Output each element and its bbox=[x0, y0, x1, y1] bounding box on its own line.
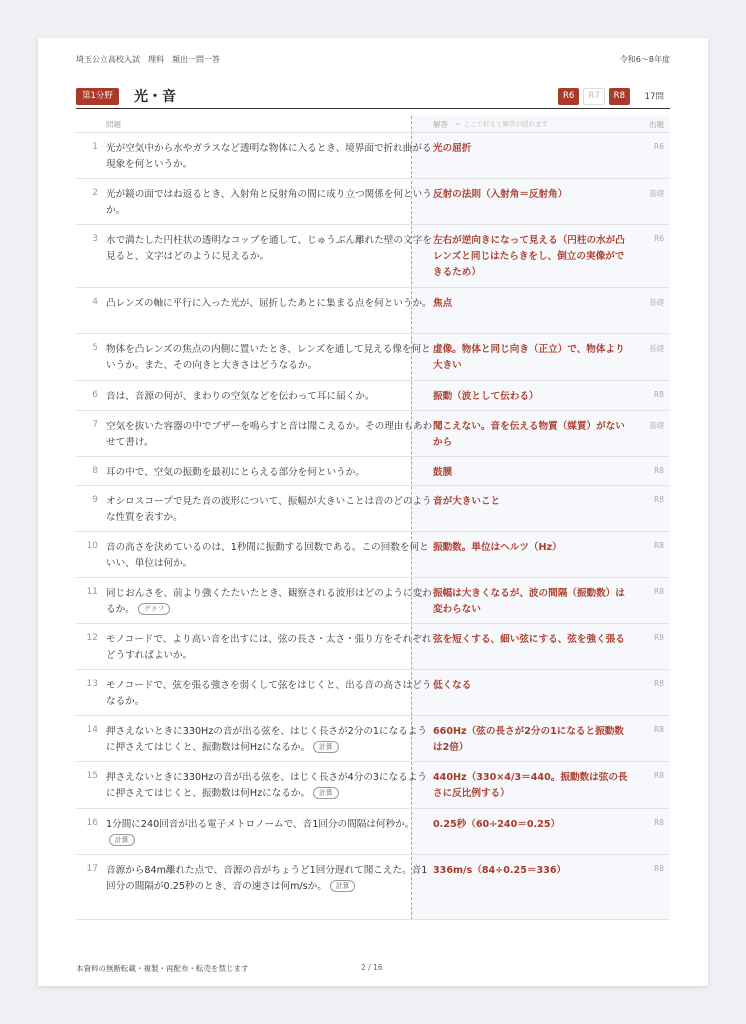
page-number: 2 / 16 bbox=[361, 963, 383, 972]
source-label: R8 bbox=[654, 587, 664, 596]
source-label: R8 bbox=[654, 466, 664, 475]
question-text: 押さえないときに330Hzの音が出る弦を、はじく長さが2分の1になるように押さえてはじくと、振動数は何Hzになるか。 bbox=[106, 726, 427, 753]
answer-text: 反射の法則（入射角＝反射角） bbox=[433, 189, 568, 200]
year-tags bbox=[558, 88, 630, 105]
question-text: 同じおんさを、前より強くたたいたとき、観察される波形はどのように変わるか。 bbox=[106, 588, 432, 615]
question-number: 10 bbox=[86, 541, 98, 551]
question-text: 空気を抜いた容器の中でブザーを鳴らすと音は聞こえるか。その理由もあわせて書け。 bbox=[106, 421, 433, 448]
question-count: 17問 bbox=[644, 92, 664, 102]
section-title: 光・音 bbox=[134, 89, 176, 105]
question-text: オシロスコープで見た音の波形について、振幅が大きいことは音のどのような性質を表すか。 bbox=[106, 496, 432, 523]
question-text-cell bbox=[106, 187, 434, 219]
source-label: 基礎 bbox=[649, 421, 664, 430]
answer-text: 弦を短くする、細い弦にする、弦を強く張る bbox=[433, 634, 625, 645]
question-number: 15 bbox=[86, 771, 98, 781]
question-number: 16 bbox=[86, 818, 98, 828]
answer-text: 光の屈折 bbox=[433, 143, 472, 154]
answer-text: 振動数。単位はヘルツ（Hz） bbox=[433, 542, 562, 553]
table-row bbox=[76, 333, 670, 381]
question-text-cell bbox=[106, 724, 434, 756]
source-label: R8 bbox=[654, 864, 664, 873]
question-text: 光が空気中から水やガラスなど透明な物体に入るとき、境界面で折れ曲がる現象を何というか。 bbox=[106, 143, 432, 170]
column-header-source: 出題 bbox=[649, 120, 664, 129]
question-text: 水で満たした円柱状の透明なコップを通して、じゅうぶん離れた壁の文字を見ると、文字はどのように見えるか。 bbox=[106, 235, 432, 262]
source-label: R8 bbox=[654, 679, 664, 688]
question-text-cell bbox=[106, 389, 434, 405]
answer-text: 336m/s（84÷0.25＝336） bbox=[433, 865, 567, 876]
table-row bbox=[76, 224, 670, 288]
table-row bbox=[76, 485, 670, 532]
table-row bbox=[76, 715, 670, 762]
question-text: 音の高さを決めているのは、1秒間に振動する回数である。この回数を何といい、単位は何か。 bbox=[106, 542, 429, 569]
question-text-cell bbox=[106, 419, 434, 451]
question-type-tag: グラフ bbox=[138, 603, 170, 615]
question-text-cell bbox=[106, 863, 434, 895]
section-header bbox=[76, 86, 670, 109]
source-label: 基礎 bbox=[649, 189, 664, 198]
source-label: 基礎 bbox=[649, 344, 664, 353]
question-number: 8 bbox=[92, 466, 98, 476]
question-type-tag: 計算 bbox=[313, 787, 339, 799]
table-row bbox=[76, 854, 670, 920]
source-label: 基礎 bbox=[649, 298, 664, 307]
question-type-tag: 計算 bbox=[109, 834, 135, 846]
source-label: R8 bbox=[654, 390, 664, 399]
question-text: 音は、音源の何が、まわりの空気などを伝わって耳に届くか。 bbox=[106, 391, 375, 402]
table-row bbox=[76, 761, 670, 809]
question-number: 7 bbox=[92, 420, 98, 430]
question-number: 17 bbox=[86, 864, 98, 874]
answer-text: 440Hz（330×4/3＝440。振動数は弦の長さに反比例する） bbox=[433, 772, 628, 799]
question-text-cell bbox=[106, 342, 434, 374]
answer-text: 左右が逆向きになって見える（円柱の水が凸レンズと同じはたらきをし、倒立の実像ができるため） bbox=[433, 235, 625, 278]
table-row bbox=[76, 623, 670, 670]
year-tag-r6: R6 bbox=[558, 88, 579, 105]
answer-text: 0.25秒（60÷240＝0.25） bbox=[433, 819, 561, 830]
answer-text: 振幅は大きくなるが、波の間隔（振動数）は変わらない bbox=[433, 588, 625, 615]
source-label: R8 bbox=[654, 725, 664, 734]
question-type-tag: 計算 bbox=[313, 741, 339, 753]
year-tag-r7: R7 bbox=[583, 88, 604, 105]
question-text-cell bbox=[106, 233, 434, 265]
table-row bbox=[76, 577, 670, 624]
question-number: 3 bbox=[92, 234, 98, 244]
question-text: 物体を凸レンズの焦点の内側に置いたとき、レンズを通して見える像を何というか。また、その向きと大きさはどうなるか。 bbox=[106, 344, 431, 371]
answer-text: 聞こえない。音を伝える物質（媒質）がないから bbox=[433, 421, 625, 448]
table-row bbox=[76, 410, 670, 457]
table-row bbox=[76, 531, 670, 578]
document-header-years: 令和6～8年度 bbox=[619, 55, 670, 64]
answer-text: 660Hz（弦の長さが2分の1になると振動数は2倍） bbox=[433, 726, 624, 753]
fold-hint: ← ここで折ると解答が隠れます bbox=[456, 120, 549, 128]
question-number: 14 bbox=[86, 725, 98, 735]
question-number: 1 bbox=[92, 142, 98, 152]
section-badge: 第1分野 bbox=[76, 88, 119, 105]
question-text-cell bbox=[106, 678, 434, 710]
question-text-cell bbox=[106, 465, 434, 481]
document-header-title: 埼玉公立高校入試 理科 頻出一問一答 bbox=[76, 55, 220, 64]
answer-text: 低くなる bbox=[433, 680, 472, 691]
table-row bbox=[76, 178, 670, 225]
answer-text: 音が大きいこと bbox=[433, 496, 501, 507]
source-label: R8 bbox=[654, 495, 664, 504]
table-row bbox=[76, 456, 670, 486]
question-number: 5 bbox=[92, 343, 98, 353]
question-number: 13 bbox=[86, 679, 98, 689]
table-row bbox=[76, 132, 670, 179]
table-row bbox=[76, 669, 670, 716]
question-text: 凸レンズの軸に平行に入った光が、屈折したあとに集まる点を何というか。 bbox=[106, 298, 432, 309]
year-tag-r8: R8 bbox=[609, 88, 630, 105]
question-text-cell bbox=[106, 296, 434, 312]
copyright-notice: 本資料の無断転載・複製・再配布・転売を禁じます bbox=[76, 964, 249, 973]
table-bottom-border bbox=[76, 919, 670, 920]
table-row bbox=[76, 287, 670, 334]
question-text-cell bbox=[106, 540, 434, 572]
source-label: R8 bbox=[654, 541, 664, 550]
table-header bbox=[76, 116, 670, 130]
column-header-question: 問題 bbox=[106, 120, 121, 129]
source-label: R8 bbox=[654, 818, 664, 827]
source-label: R8 bbox=[654, 771, 664, 780]
question-number: 11 bbox=[86, 587, 98, 597]
question-text-cell bbox=[106, 770, 434, 802]
answer-text: 虚像。物体と同じ向き（正立）で、物体より大きい bbox=[433, 344, 625, 371]
source-label: R6 bbox=[654, 234, 664, 243]
answer-text: 振動（波として伝わる） bbox=[433, 391, 539, 402]
question-text: モノコードで、より高い音を出すには、弦の長さ・太さ・張り方をそれぞれどうすればよいか。 bbox=[106, 634, 432, 661]
answer-text: 鼓膜 bbox=[433, 467, 453, 478]
question-text-cell bbox=[106, 817, 434, 849]
source-label: R8 bbox=[654, 633, 664, 642]
question-text: 音源から84m離れた点で、音源の音がちょうど1回分遅れて聞こえた。音1回分の間隔が0.25秒のとき、音の速さは何m/sか。 bbox=[106, 865, 428, 892]
answer-text: 焦点 bbox=[433, 298, 453, 309]
table-row bbox=[76, 808, 670, 855]
question-number: 6 bbox=[92, 390, 98, 400]
question-text: 耳の中で、空気の振動を最初にとらえる部分を何というか。 bbox=[106, 467, 365, 478]
question-text-cell bbox=[106, 632, 434, 664]
question-number: 9 bbox=[92, 495, 98, 505]
question-text-cell bbox=[106, 141, 434, 173]
question-number: 4 bbox=[92, 297, 98, 307]
source-label: R6 bbox=[654, 142, 664, 151]
question-number: 2 bbox=[92, 188, 98, 198]
question-number: 12 bbox=[86, 633, 98, 643]
column-header-answer: 解答 bbox=[433, 120, 448, 129]
question-text: 押さえないときに330Hzの音が出る弦を、はじく長さが4分の3になるように押さえてはじくと、振動数は何Hzになるか。 bbox=[106, 772, 427, 799]
question-text-cell bbox=[106, 586, 434, 618]
question-text: モノコードで、弦を張る強さを弱くして弦をはじくと、出る音の高さはどうなるか。 bbox=[106, 680, 432, 707]
question-text-cell bbox=[106, 494, 434, 526]
question-text: 1分間に240回音が出る電子メトロノームで、音1回分の間隔は何秒か。 bbox=[106, 819, 415, 830]
question-type-tag: 計算 bbox=[330, 880, 356, 892]
document-page bbox=[38, 38, 708, 986]
question-text: 光が鏡の面ではね返るとき、入射角と反射角の間に成り立つ関係を何というか。 bbox=[106, 189, 432, 216]
table-row bbox=[76, 380, 670, 411]
